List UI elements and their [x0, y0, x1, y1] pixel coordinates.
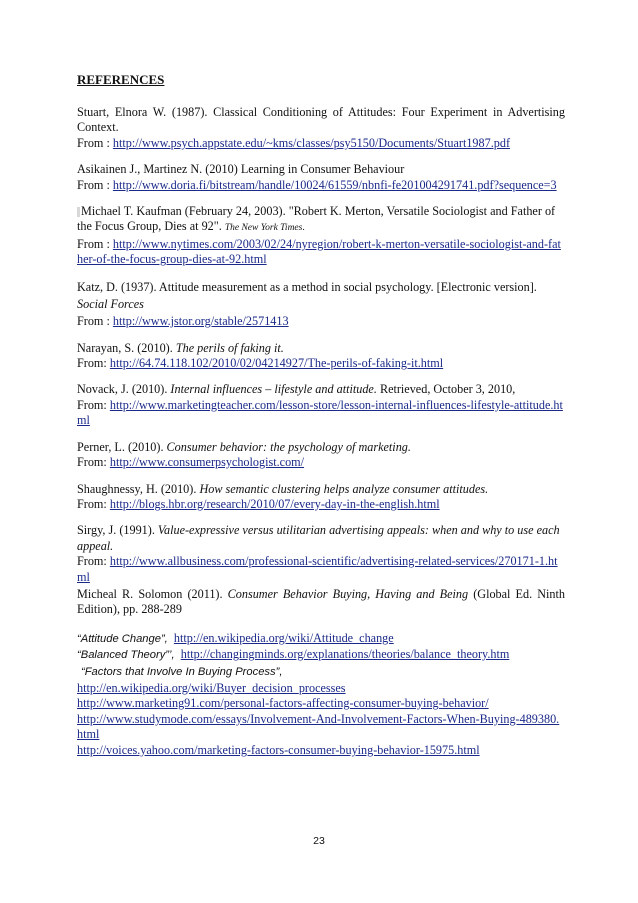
link-attitude-change	[77, 631, 565, 648]
reference-link[interactable]: http://www.psych.appstate.edu/~kms/classes/psy5150/Documents/Stuart1987.pdf	[112, 135, 511, 150]
reference-novack	[77, 382, 565, 428]
from-label: From:	[77, 397, 110, 412]
from-label: From:	[77, 356, 110, 371]
reference-text: Katz, D. (1937). Attitude measurement as a method in social psychology. [Electronic version].	[77, 279, 537, 294]
reference-link[interactable]: http://en.wikipedia.org/wiki/Buyer_decision_processes	[77, 680, 346, 695]
reference-link[interactable]: http://www.jstor.org/stable/2571413	[112, 313, 289, 328]
reference-text: Perner, L. (2010).	[77, 439, 164, 454]
reference-kaufman	[77, 204, 565, 268]
reference-sirgy	[77, 523, 565, 585]
reference-link[interactable]: http://www.nytimes.com/2003/02/24/nyregion/robert-k-merton-versatile-sociologist-and-father-of-the-focus-group-dies-at-92.html	[77, 236, 561, 267]
reference-link[interactable]: http://en.wikipedia.org/wiki/Attitude_change	[173, 630, 394, 645]
reference-retrieved: Retrieved, October 3, 2010,	[379, 382, 516, 397]
reference-link[interactable]: http://www.marketing91.com/personal-factors-affecting-consumer-buying-behavior/	[77, 696, 489, 711]
reference-link[interactable]: http://www.allbusiness.com/professional-scientific/advertising-related-services/270171-1.html	[77, 554, 558, 584]
reference-perner	[77, 440, 565, 471]
reference-text: Narayan, S. (2010).	[77, 340, 173, 355]
reference-title: Consumer Behavior Buying, Having and Being	[227, 586, 469, 601]
reference-title: How semantic clustering helps analyze consumer attitudes.	[199, 481, 489, 496]
from-label: From:	[77, 455, 110, 470]
link-balanced-theory	[77, 647, 565, 664]
reference-text: Micheal R. Solomon (2011).	[77, 586, 223, 601]
reference-link[interactable]: http://www.studymode.com/essays/Involvement-And-Involvement-Factors-When-Buying-489380.html	[77, 711, 560, 742]
link-yahoo-voices	[77, 743, 565, 759]
reference-link[interactable]: http://voices.yahoo.com/marketing-factors-consumer-buying-behavior-15975.html	[77, 742, 480, 757]
link-label: “Attitude Change”,	[77, 632, 168, 645]
reference-text: Michael T. Kaufman (February 24, 2003). "Robert K. Merton, Versatile Sociologist and Father of the Focus Group, Dies at 92".	[77, 204, 556, 234]
reference-edition: (Global Ed. Ninth Edition), pp. 288-289	[77, 586, 566, 617]
reference-link[interactable]: http://www.marketingteacher.com/lesson-store/lesson-internal-influences-lifestyle-attitude.html	[77, 397, 563, 428]
from-label: From :	[77, 177, 113, 192]
reference-narayan	[77, 341, 565, 372]
page-number: 23	[313, 835, 325, 847]
link-studymode	[77, 712, 565, 743]
link-label: “Balanced Theory”’,	[77, 649, 175, 662]
from-label: From:	[77, 554, 110, 569]
link-marketing91	[77, 696, 565, 712]
from-label: From :	[77, 135, 113, 150]
reference-link[interactable]: http://changingminds.org/explanations/theories/balance_theory.htm	[180, 647, 510, 662]
reference-shaughnessy	[77, 482, 565, 513]
link-factors-buying	[77, 664, 565, 681]
reference-title: Internal influences – lifestyle and attitude.	[170, 382, 377, 397]
reference-journal: The New York Times	[224, 223, 303, 234]
reference-stuart	[77, 105, 565, 151]
references-heading: REFERENCES	[77, 72, 165, 87]
reference-link[interactable]: http://www.consumerpsychologist.com/	[109, 455, 305, 470]
link-buyer-decision	[77, 681, 565, 697]
reference-text: Novack, J. (2010).	[77, 382, 168, 397]
reference-text: Sirgy, J. (1991).	[77, 523, 155, 538]
reference-end: .	[302, 223, 305, 234]
reference-title: Consumer behavior: the psychology of marketing.	[166, 439, 411, 454]
reference-solomon	[77, 587, 565, 618]
from-label: From:	[77, 496, 110, 511]
link-label: “Factors that Involve In Buying Process”,	[81, 665, 283, 678]
from-label: From :	[77, 236, 113, 251]
references-page	[77, 72, 565, 759]
from-label: From :	[77, 313, 113, 328]
reference-title: The perils of faking it.	[175, 340, 284, 355]
reference-text: Shaughnessy, H. (2010).	[77, 481, 197, 496]
reference-link[interactable]: http://www.doria.fi/bitstream/handle/10024/61559/nbnfi-fe201004291741.pdf?sequence=3	[112, 177, 557, 192]
reference-link[interactable]: http://blogs.hbr.org/research/2010/07/every-day-in-the-english.html	[109, 496, 440, 511]
reference-journal: Social Forces	[77, 296, 144, 311]
reference-title: Value-expressive versus utilitarian advertising appeals: when and why to use each appeal.	[77, 523, 560, 553]
reference-text: Asikainen J., Martinez N. (2010) Learning in Consumer Behaviour	[77, 162, 405, 177]
reference-link[interactable]: http://64.74.118.102/2010/02/04214927/The-perils-of-faking-it.html	[109, 356, 444, 371]
anchor-marker	[77, 207, 80, 217]
reference-text: Stuart, Elnora W. (1987). Classical Conditioning of Attitudes: Four Experiment in Advertising Context.	[77, 105, 565, 135]
reference-katz	[77, 279, 565, 330]
reference-asikainen	[77, 162, 565, 193]
